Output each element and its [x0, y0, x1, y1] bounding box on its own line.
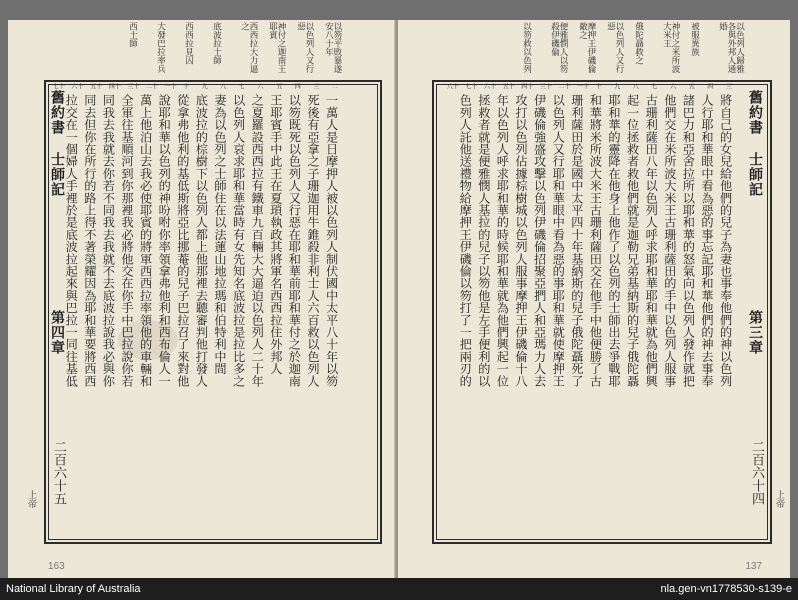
column-number: 十六 — [482, 83, 496, 89]
margin-note: 底波拉士師 — [211, 22, 222, 65]
left-chapter-label: 第四章 — [49, 310, 65, 355]
column-number: 十六 — [70, 83, 83, 89]
left-page — [8, 20, 396, 578]
margin-note: 西士師 — [127, 22, 138, 48]
right-edition-mark: 上帝 — [774, 490, 784, 508]
margin-note: 以色列人又行惡 — [295, 22, 314, 73]
body-text-column: 萬上他泊山去我必使耶賓的將軍西西拉率領他的車輛和 — [138, 94, 153, 387]
column-number: 十二 — [144, 83, 158, 89]
body-text-column: 同去但你在所行的路上得不著榮耀因為耶和華要將西西 — [82, 94, 97, 387]
body-text-column: 年以色列人呼求耶和華的時候耶和華就為他們興起一位 — [495, 94, 510, 387]
body-text-column: 拯救者就是便雅憫人基拉的兒子以笏他是左手便利的以 — [476, 94, 491, 387]
body-text-column: 說耶和華以色列的神吩咐你率領拿弗他利和西布倫人一 — [157, 94, 172, 387]
body-text-column: 王耶賓手中此王在夏瑣執政其將軍名西西拉住外邦人 — [268, 94, 283, 375]
margin-note: 神付之米所波大米王 — [661, 22, 680, 73]
column-number: 八 — [218, 83, 226, 89]
column-number: 十三 — [125, 83, 139, 89]
body-text-column: 人行耶和華眼中看為惡的事忘記耶和華他們的神去事奉 — [700, 94, 714, 387]
body-text-column: 以色列人又行耶和華眼中看為惡的事耶和華就使摩押王 — [551, 94, 566, 387]
body-text-column: 起一位拯救者救他們就是迦勒兄弟基納斯的兒子俄陀聶 — [625, 94, 640, 387]
body-text-column: 從拿弗他利的基低斯將亞比挪菴的兒子巴拉召了來對他 — [175, 94, 190, 387]
column-number: 八 — [631, 83, 639, 89]
left-edition-mark: 上帝 — [26, 490, 36, 508]
library-credit: National Library of Australia — [6, 583, 141, 595]
body-text-column: 死後有亞拿之子珊迦用牛錐殺非利士人六百救以色列人 — [306, 94, 320, 387]
column-number: 十 — [181, 83, 189, 89]
left-page-number: 二百六十五 — [51, 440, 66, 505]
column-number: 六 — [668, 83, 676, 89]
column-number: 四 — [293, 83, 301, 89]
column-number: 十五 — [501, 83, 515, 89]
margin-note: 以色列人又行惡 — [605, 22, 624, 73]
body-text-column: 以笏既死以色列人又行惡在耶和華前耶和華付之於迦南 — [287, 94, 302, 387]
column-number: 十四 — [107, 83, 121, 89]
column-number: 十二 — [557, 83, 570, 89]
margin-note: 以笏救以色列 — [521, 22, 532, 73]
margin-note: 西西拉大力逼之 — [239, 22, 258, 73]
right-running-head: 舊約書 士師記 — [747, 90, 763, 197]
column-number: 三 — [311, 83, 319, 89]
right-page — [398, 20, 790, 578]
body-text-column: 珊利薩田於是國中太平四十年基納斯的兒子俄陀聶死了 — [569, 94, 584, 387]
margin-note: 摩押王伊磯倫敵之 — [577, 22, 596, 73]
left-page-foot: 163 — [48, 561, 65, 572]
body-text-column: 之夏羅設西西拉有鐵車九百輛大大逼迫以色列人二十年 — [250, 94, 265, 387]
column-number: 十一 — [163, 83, 176, 89]
column-number: 二 — [330, 83, 338, 89]
column-number: 九 — [200, 83, 208, 89]
body-text-column: 耶和華的靈降在他身上他作了以色列的士師出去爭戰耶 — [607, 94, 621, 387]
column-number: 五 — [687, 83, 695, 89]
column-number: 七 — [650, 83, 657, 89]
margin-note: 西西拉見囚 — [183, 22, 194, 65]
body-text-column: 和華將米所波大米王古珊利薩田交在他手中他便勝了古 — [588, 94, 603, 387]
catalog-id: nla.gen-vn1778530-s139-e — [660, 583, 792, 595]
column-number: 四 — [705, 83, 713, 89]
body-text-column: 以色列人哀求耶和華當時有女先知名底波拉是拉比多之 — [231, 94, 246, 387]
column-number: 五 — [274, 83, 282, 89]
margin-note: 便雅憫人以笏殺伊磯倫 — [549, 22, 568, 73]
column-number: 七 — [237, 83, 245, 89]
margin-note: 大發巴拉率兵 — [155, 22, 166, 73]
column-number: 十五 — [88, 83, 102, 89]
margin-note: 俄陀聶救之 — [633, 22, 644, 65]
body-text-column: 拉交在一個婦人手裡於是底波拉起來與巴拉一同往基低 — [64, 94, 79, 387]
right-chapter-label: 第三章 — [747, 310, 763, 355]
column-number: 十四 — [519, 83, 533, 89]
column-number: 十三 — [538, 83, 552, 89]
body-text-column: 古珊利薩田八年以色列人呼求耶和華耶和華就為他們興 — [644, 94, 659, 387]
body-text-column: 全軍往基順河到你那裡我必將他交在你手中巴拉說你若 — [120, 94, 134, 387]
body-text-column: 一萬人是日摩押人被以色列人制伏國中太平八十年以笏 — [324, 94, 339, 387]
body-text-column: 底波拉的棕樹下以色列人都上他那裡去聽審判他打發人 — [194, 94, 209, 387]
margin-note: 以色列人歸雅各與外邦人通婚 — [717, 22, 745, 73]
right-page-foot: 137 — [745, 561, 762, 572]
column-number: 十八 — [445, 83, 459, 89]
body-text-column: 諸巴力和亞舍拉所以耶和華的怒氣向以色列人發作就把 — [681, 94, 696, 387]
column-number: 十七 — [464, 83, 477, 89]
column-number: 三 — [724, 83, 732, 89]
column-number: 十七 — [51, 83, 65, 89]
column-number: 六 — [256, 83, 263, 89]
margin-note: 以笏平敗暴遂安八十年 — [323, 22, 342, 73]
body-text-column: 同我去我就去你若不同我去我就不去底波拉說我必與你 — [101, 94, 116, 387]
body-text-column: 他們交在米所波大米王古珊利薩田的手中以色列人服事 — [662, 94, 677, 387]
left-running-head: 舊約書 士師記 — [49, 90, 65, 197]
column-number: 九 — [612, 83, 620, 89]
column-number: 十一 — [575, 83, 589, 89]
body-text-column: 色列人託他送禮物給摩押王伊磯倫以笏打了一把兩刃的 — [458, 94, 473, 387]
body-text-column: 妻為以色列之士師住在以法蓮山地拉瑪和伯特利中間 — [213, 94, 227, 375]
body-text-column: 伊磯倫強盛攻擊以色列伊磯倫招聚亞捫人和亞瑪力人去 — [532, 94, 547, 387]
margin-note: 神付之迦南王耶賓 — [267, 22, 286, 73]
column-number: 十 — [594, 83, 602, 89]
right-page-number: 二百六十四 — [749, 440, 764, 505]
margin-note: 被服異族 — [689, 22, 700, 56]
body-text-column: 攻打以色列佔據棕樹城以色列人服事摩押王伊磯倫十八 — [514, 94, 528, 387]
body-text-column: 將自己的女兒給他們的兒子為妻也事奉他們的神以色列 — [718, 94, 733, 387]
